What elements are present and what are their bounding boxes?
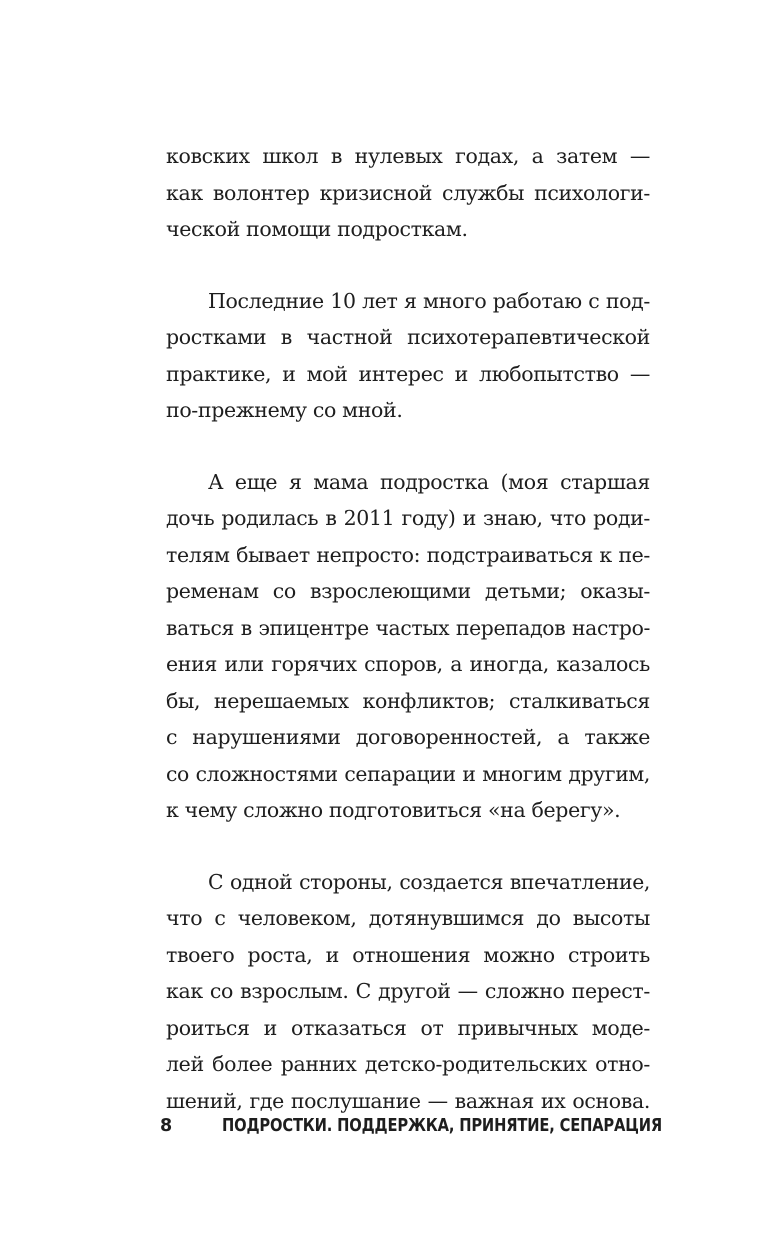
paragraph-4	[166, 864, 650, 1120]
paragraph-spacer	[166, 429, 650, 464]
text-line: твоего роста, и отношения можно строить	[166, 942, 650, 967]
text-line: с нарушениями договоренностей, а также	[166, 725, 650, 749]
text-line: ковских школ в нулевых годах, а затем —	[166, 144, 650, 168]
text-line: А еще я мама подростка (моя старшая	[208, 469, 650, 494]
text-line: Последние 10 лет я много работаю с под-	[208, 288, 650, 313]
text-line: роиться и отказаться от привычных моде-	[166, 1015, 650, 1040]
paragraph-3	[166, 464, 650, 829]
text-line: со сложностями сепарации и многим другим,	[166, 761, 650, 786]
paragraph-2	[166, 283, 650, 429]
text-line: ваться в эпицентре частых перепадов настро-	[166, 615, 650, 640]
text-line: ростками в частной психотерапевтической	[166, 325, 650, 349]
paragraph-1	[166, 138, 650, 248]
paragraph-spacer	[166, 829, 650, 864]
page-number: 8	[160, 1116, 172, 1136]
text-line: по-прежнему со мной.	[166, 398, 403, 422]
body-text	[166, 138, 650, 1119]
text-line: лей более ранних детско-родительских отно-	[166, 1052, 650, 1076]
text-line: дочь родилась в 2011 году) и знаю, что роди-	[166, 506, 650, 530]
paragraph-spacer	[166, 248, 650, 283]
text-line: С одной стороны, создается впечатление,	[208, 869, 650, 894]
text-line: ческой помощи подросткам.	[166, 217, 468, 241]
text-line: что с человеком, дотянувшимся до высоты	[166, 906, 650, 930]
text-line: телям бывает непросто: подстраиваться к пе-	[166, 542, 650, 567]
text-line: к чему сложно подготовиться «на берегу».	[166, 798, 621, 822]
text-line: практике, и мой интерес и любопытство —	[166, 361, 650, 386]
page-footer	[0, 1116, 768, 1142]
text-line: как волонтер кризисной службы психологи-	[166, 180, 650, 205]
text-line: шений, где послушание — важная их основа.	[166, 1088, 650, 1113]
text-line: ения или горячих споров, а иногда, казалось	[166, 652, 650, 676]
text-line: бы, нерешаемых конфликтов; сталкиваться	[166, 688, 650, 713]
text-line: ременам со взрослеющими детьми; оказы-	[166, 579, 650, 603]
running-title: ПОДРОСТКИ. ПОДДЕРЖКА, ПРИНЯТИЕ, СЕПАРАЦИЯ	[222, 1116, 663, 1136]
text-line: как со взрослым. С другой — сложно перест-	[166, 979, 650, 1003]
